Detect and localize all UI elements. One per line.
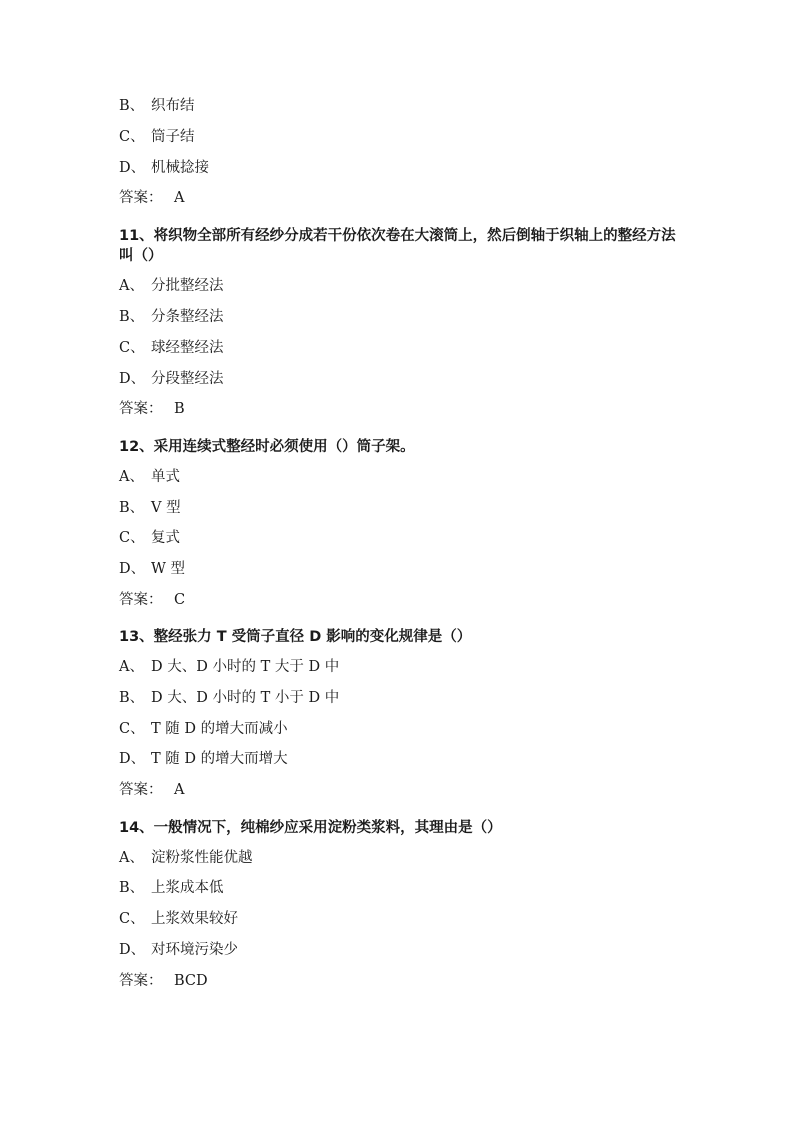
option-text: 分条整经法 <box>151 309 224 325</box>
option-letter: D、 <box>119 160 146 176</box>
option-letter: C、 <box>119 721 145 737</box>
option-text: D 大、D 小时的 T 小于 D 中 <box>151 690 340 706</box>
option-text: 分段整经法 <box>151 371 224 387</box>
option-a <box>119 658 339 676</box>
option-b <box>119 689 339 707</box>
option-letter: B、 <box>119 690 145 706</box>
option-d <box>119 159 209 177</box>
option-c <box>119 128 195 146</box>
option-text: 机械捻接 <box>151 160 209 176</box>
answer-line <box>119 591 185 609</box>
option-text: V 型 <box>151 500 181 516</box>
option-letter: C、 <box>119 530 145 546</box>
option-a <box>119 468 180 486</box>
option-c <box>119 339 224 357</box>
option-letter: D、 <box>119 371 146 387</box>
option-letter: C、 <box>119 340 145 356</box>
answer-line <box>119 781 184 799</box>
answer-value: A <box>174 782 185 798</box>
answer-value: BCD <box>174 973 208 989</box>
option-letter: B、 <box>119 880 145 896</box>
option-a <box>119 277 224 295</box>
option-d <box>119 941 238 959</box>
option-text: 织布结 <box>151 98 195 114</box>
option-text: 上浆成本低 <box>151 880 224 896</box>
option-b <box>119 97 195 115</box>
option-c <box>119 529 180 547</box>
option-letter: D、 <box>119 561 146 577</box>
option-text: 对环境污染少 <box>151 942 238 958</box>
option-letter: A、 <box>119 469 144 485</box>
answer-label: 答案： <box>119 190 163 206</box>
option-c <box>119 910 238 928</box>
answer-label: 答案： <box>119 782 163 798</box>
option-b <box>119 499 181 517</box>
option-letter: A、 <box>119 659 144 675</box>
option-text: 球经整经法 <box>151 340 224 356</box>
question-title: 11、将织物全部所有经纱分成若干份依次卷在大滚筒上，然后倒轴于织轴上的整经方法叫（） <box>119 228 676 264</box>
option-text: 上浆效果较好 <box>151 911 238 927</box>
answer-label: 答案： <box>119 401 163 417</box>
option-text: 单式 <box>151 469 180 485</box>
option-letter: D、 <box>119 942 146 958</box>
answer-value: B <box>174 401 185 417</box>
option-letter: B、 <box>119 309 145 325</box>
option-letter: C、 <box>119 129 145 145</box>
question-title: 12、采用连续式整经时必须使用（）筒子架。 <box>119 439 415 455</box>
option-text: 复式 <box>151 530 180 546</box>
question-title: 14、一般情况下，纯棉纱应采用淀粉类浆料，其理由是（） <box>119 820 502 836</box>
option-b <box>119 308 224 326</box>
option-text: 筒子结 <box>151 129 195 145</box>
option-letter: B、 <box>119 98 145 114</box>
option-text: T 随 D 的增大而减小 <box>151 721 288 737</box>
option-text: 淀粉浆性能优越 <box>151 850 253 866</box>
option-b <box>119 879 224 897</box>
option-letter: C、 <box>119 911 145 927</box>
answer-line <box>119 972 208 990</box>
option-text: W 型 <box>151 561 186 577</box>
option-text: D 大、D 小时的 T 大于 D 中 <box>151 659 340 675</box>
question-title: 13、整经张力 T 受筒子直径 D 影响的变化规律是（） <box>119 629 472 645</box>
option-d <box>119 560 185 578</box>
option-a <box>119 849 253 867</box>
answer-value: A <box>174 190 185 206</box>
option-letter: A、 <box>119 278 144 294</box>
option-d <box>119 750 288 768</box>
answer-line <box>119 189 184 207</box>
option-text: 分批整经法 <box>151 278 224 294</box>
option-text: T 随 D 的增大而增大 <box>151 751 288 767</box>
option-c <box>119 720 288 738</box>
answer-label: 答案： <box>119 973 163 989</box>
option-letter: B、 <box>119 500 145 516</box>
answer-line <box>119 400 185 418</box>
option-letter: D、 <box>119 751 146 767</box>
answer-label: 答案： <box>119 592 163 608</box>
answer-value: C <box>174 592 186 608</box>
option-letter: A、 <box>119 850 144 866</box>
option-d <box>119 370 224 388</box>
